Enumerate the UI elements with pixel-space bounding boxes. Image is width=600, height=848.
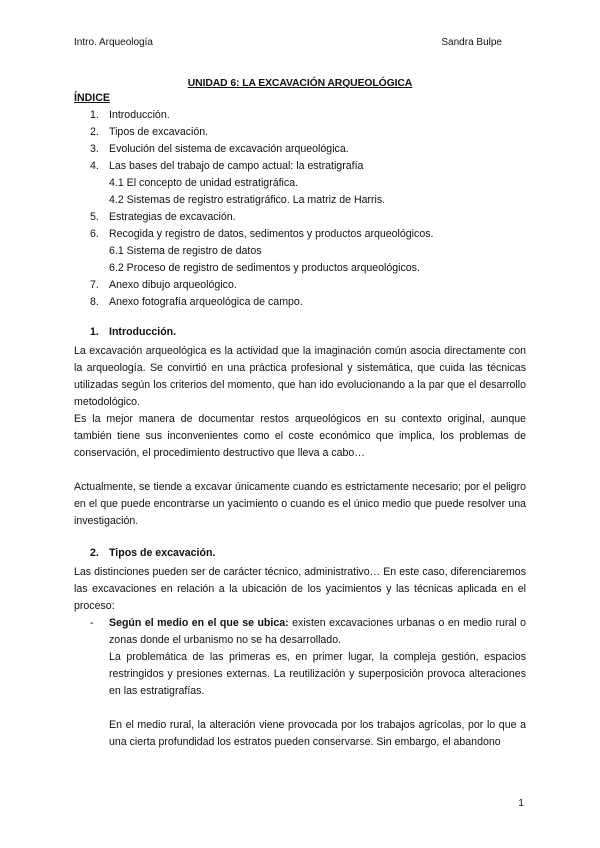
toc-subitem: 6.2 Proceso de registro de sedimentos y productos arqueológicos.	[109, 262, 420, 274]
header-author: Sandra Bulpe	[441, 37, 502, 48]
section-2-paragraph-1: Las distinciones pueden ser de carácter técnico, administrativo… En este caso, diferenciaremos las excavaciones en relación a la ubicación de los yacimientos y las técnicas aplicada en el proceso:	[74, 566, 526, 612]
toc-item: 6. Recogida y registro de datos, sedimentos y productos arqueológicos.	[90, 228, 434, 240]
toc-item: 8. Anexo fotografía arqueológica de campo.	[90, 296, 303, 308]
toc-subitem: 4.1 El concepto de unidad estratigráfica.	[109, 177, 299, 189]
section-1-heading: 1. Introducción.	[90, 326, 177, 338]
toc-item: 5. Estrategias de excavación.	[90, 211, 236, 223]
unit-title: UNIDAD 6: LA EXCAVACIÓN ARQUEOLÓGICA	[187, 78, 413, 89]
index-heading: ÍNDICE	[74, 92, 110, 104]
bullet-marker: -	[90, 617, 94, 629]
section-1-paragraph-2: Es la mejor manera de documentar restos arqueológicos en su contexto original, aunque también tiene sus inconvenientes como el coste económico que implica, los problemas de conservación, el procedimiento destructivo que lleva a cabo…	[74, 413, 526, 459]
toc-subitem: 4.2 Sistemas de registro estratigráfico. La matriz de Harris.	[109, 194, 386, 206]
toc-item: 7. Anexo dibujo arqueológico.	[90, 279, 237, 291]
toc-item: 3. Evolución del sistema de excavación arqueológica.	[90, 143, 349, 155]
page-number: 1	[518, 798, 524, 809]
table-of-contents	[90, 107, 530, 311]
toc-item: 1. Introducción.	[90, 109, 170, 121]
bullet-paragraph-2: La problemática de las primeras es, en primer lugar, la compleja gestión, espacios restringidos y presiones externas. La reutilización y superposición provoca alteraciones en las estratigrafías.	[109, 651, 526, 697]
toc-item: 2. Tipos de excavación.	[90, 126, 209, 138]
bullet-paragraph-3: En el medio rural, la alteración viene provocada por los trabajos agrícolas, por lo que a una cierta profundidad los estratos pueden conservarse. Sin embargo, el abandono	[109, 719, 526, 748]
section-2-heading: 2. Tipos de excavación.	[90, 547, 216, 559]
toc-item: 4. Las bases del trabajo de campo actual: la estratigrafía	[90, 160, 364, 172]
header-course: Intro. Arqueología	[74, 37, 153, 48]
toc-subitem: 6.1 Sistema de registro de datos	[109, 245, 262, 257]
section-1-paragraph-1: La excavación arqueológica es la actividad que la imaginación común asocia directamente con la arqueología. Se convirtió en una práctica profesional y sistemática, que cuida las técnicas utilizadas según los criterios del momento, que han ido evolucionando a la par que el desarrollo metodológico.	[74, 345, 526, 408]
section-1-paragraph-3: Actualmente, se tiende a excavar únicamente cuando es estrictamente necesario; por el peligro en el que puede encontrarse un yacimiento o cuando es el único medio que puede resolver una investigación.	[74, 481, 526, 527]
bullet-text: Según el medio en el que se ubica: existen excavaciones urbanas o en medio rural o zonas donde el urbanismo no se ha desarrollado.	[109, 617, 526, 646]
bullet-item	[90, 615, 526, 649]
